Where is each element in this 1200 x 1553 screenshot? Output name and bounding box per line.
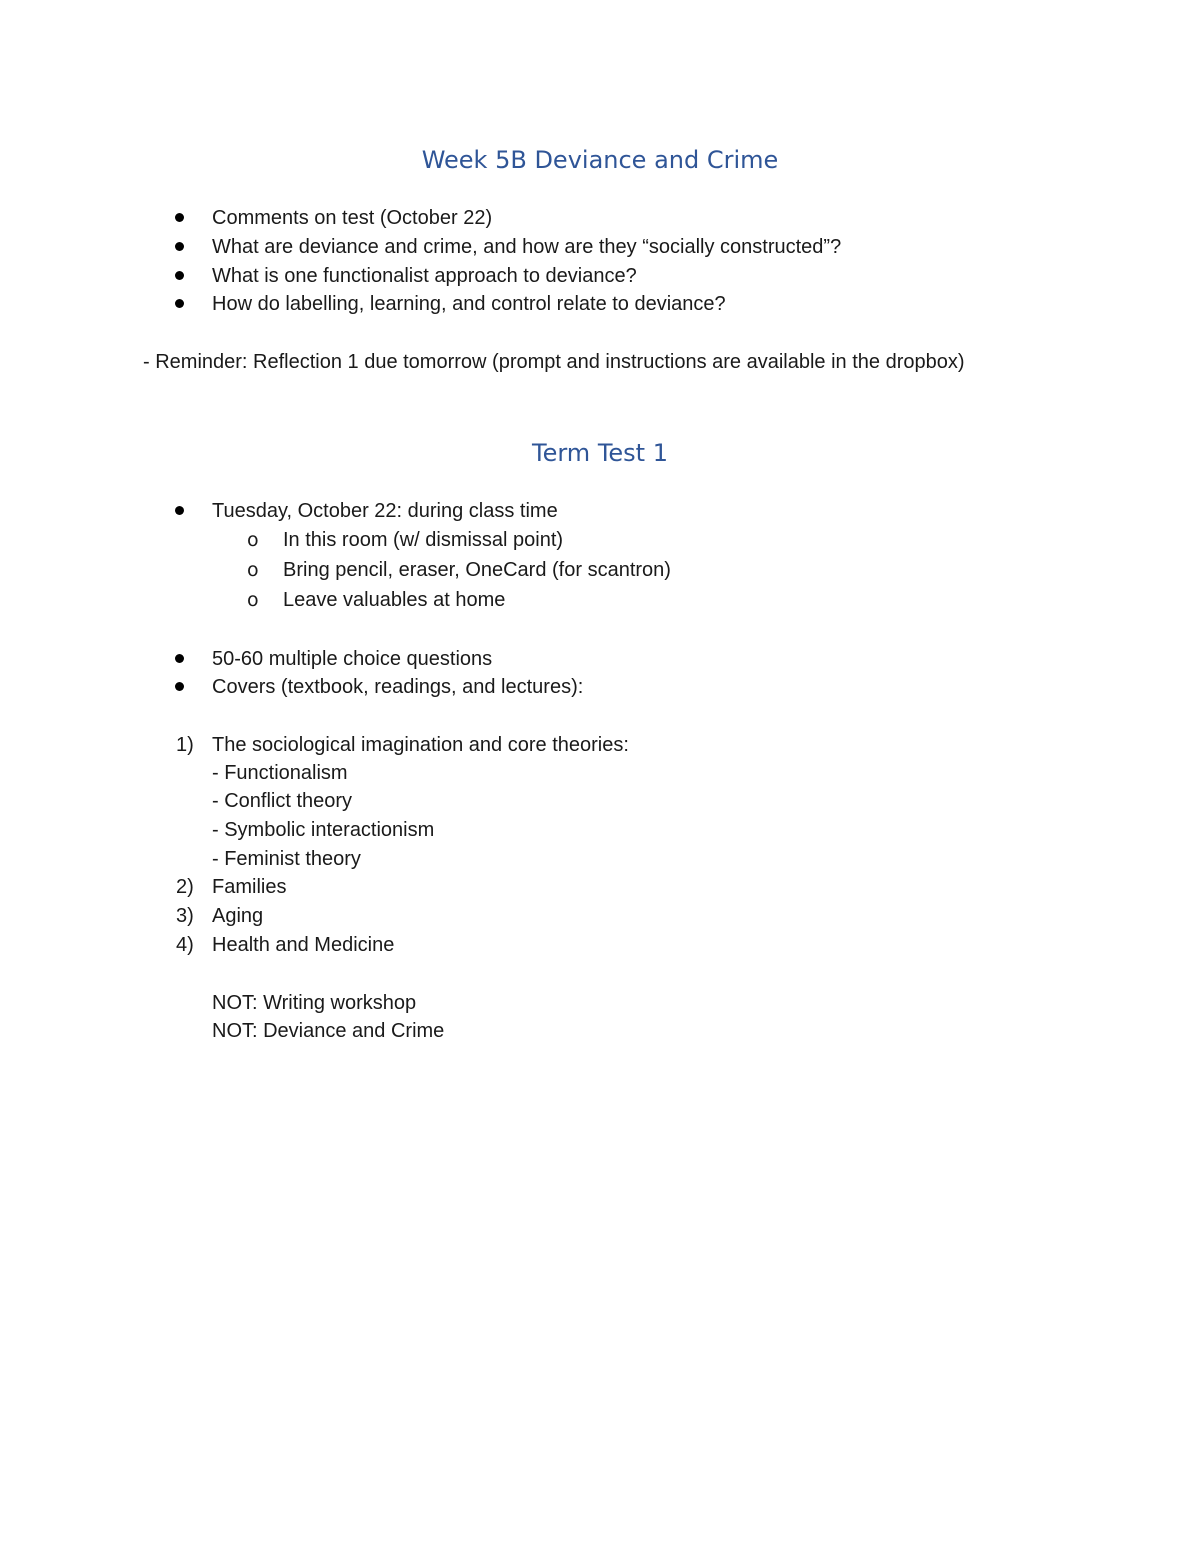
coverage-topic: Aging	[212, 905, 264, 927]
agenda-item: Comments on test (October 22)	[212, 207, 493, 229]
list-number: 3)	[176, 905, 194, 927]
hollow-bullet-icon: o	[247, 589, 259, 611]
test-format-item: 50-60 multiple choice questions	[212, 648, 493, 670]
section-heading-term-test: Term Test 1	[532, 439, 668, 467]
coverage-topic: Families	[212, 876, 287, 898]
test-subitem: Leave valuables at home	[283, 589, 506, 611]
bullet-dot-icon	[175, 242, 184, 251]
bullet-dot-icon	[175, 682, 184, 691]
bullet-dot-icon	[175, 271, 184, 280]
agenda-item: How do labelling, learning, and control relate to deviance?	[212, 293, 726, 315]
agenda-item: What are deviance and crime, and how are they “socially constructed”?	[212, 236, 842, 258]
test-date-item: Tuesday, October 22: during class time	[212, 500, 558, 522]
list-number: 1)	[176, 734, 194, 756]
hollow-bullet-icon: o	[247, 559, 259, 581]
section-heading-week5b: Week 5B Deviance and Crime	[421, 146, 779, 174]
hollow-bullet-icon: o	[247, 529, 259, 551]
coverage-topic: The sociological imagination and core theories:	[212, 734, 629, 756]
bullet-dot-icon	[175, 299, 184, 308]
bullet-dot-icon	[175, 213, 184, 222]
bullet-dot-icon	[175, 654, 184, 663]
theory-item: - Symbolic interactionism	[212, 819, 435, 841]
bullet-dot-icon	[175, 506, 184, 515]
list-number: 2)	[176, 876, 194, 898]
theory-item: - Conflict theory	[212, 790, 353, 812]
reminder-text: - Reminder: Reflection 1 due tomorrow (prompt and instructions are available in the dropbox)	[143, 351, 965, 373]
list-number: 4)	[176, 934, 194, 956]
agenda-item: What is one functionalist approach to deviance?	[212, 265, 637, 287]
exclusion-note: NOT: Deviance and Crime	[212, 1020, 445, 1042]
theory-item: - Functionalism	[212, 762, 348, 784]
theory-item: - Feminist theory	[212, 848, 361, 870]
test-subitem: In this room (w/ dismissal point)	[283, 529, 564, 551]
test-subitem: Bring pencil, eraser, OneCard (for scantron)	[283, 559, 671, 581]
coverage-topic: Health and Medicine	[212, 934, 395, 956]
exclusion-note: NOT: Writing workshop	[212, 992, 417, 1014]
test-coverage-item: Covers (textbook, readings, and lectures):	[212, 676, 584, 698]
